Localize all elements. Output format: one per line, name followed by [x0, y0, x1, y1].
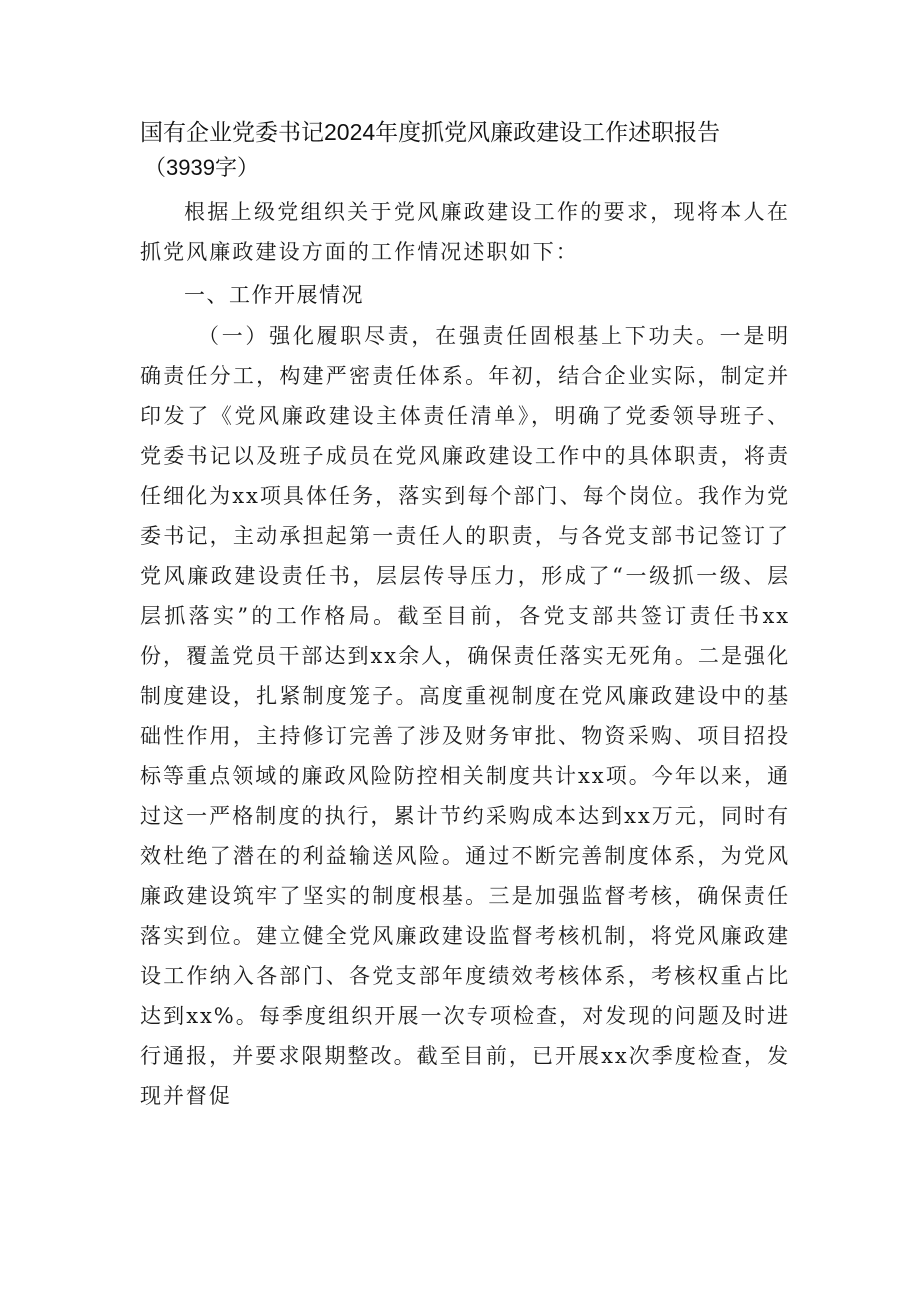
- subsection-paragraph: [140, 316, 790, 1116]
- subsection-heading: （一）强化履职尽责，在强责任固根基上下功夫。: [198, 324, 720, 348]
- subsection-body-text: 一是明确责任分工，构建严密责任体系。年初，结合企业实际，制定并印发了《党风廉政建设主体责任清单》，明确了党委领导班子、党委书记以及班子成员在党风廉政建设工作中的具体职责，将责任细化为xx项具体任务，落实到每个部门、每个岗位。我作为党委书记，主动承担起第一责任人的职责，与各党支部书记签订了党风廉政建设责任书，层层传导压力，形成了“一级抓一级、层层抓落实”的工作格局。截至目前，各党支部共签订责任书xx份，覆盖党员干部达到xx余人，确保责任落实无死角。二是强化制度建设，扎紧制度笼子。高度重视制度在党风廉政建设中的基础性作用，主持修订完善了涉及财务审批、物资采购、项目招投标等重点领域的廉政风险防控相关制度共计xx项。今年以来，通过这一严格制度的执行，累计节约采购成本达到xx万元，同时有效杜绝了潜在的利益输送风险。通过不断完善制度体系，为党风廉政建设筑牢了坚实的制度根基。三是加强监督考核，确保责任落实到位。建立健全党风廉政建设监督考核机制，将党风廉政建设工作纳入各部门、各党支部年度绩效考核体系，考核权重占比达到xx%。每季度组织开展一次专项检查，对发现的问题及时进行通报，并要求限期整改。截至目前，已开展xx次季度检查，发现并督促: [140, 324, 790, 1108]
- section-heading-work-progress: 一、工作开展情况: [184, 283, 364, 307]
- intro-paragraph: 根据上级党组织关于党风廉政建设工作的要求，现将本人在抓党风廉政建设方面的工作情况述职如下：: [140, 200, 790, 264]
- document-title: 国有企业党委书记2024年度抓党风廉政建设工作述职报告: [140, 119, 721, 145]
- document-body: [140, 114, 790, 1116]
- word-count: （3939字）: [144, 155, 259, 180]
